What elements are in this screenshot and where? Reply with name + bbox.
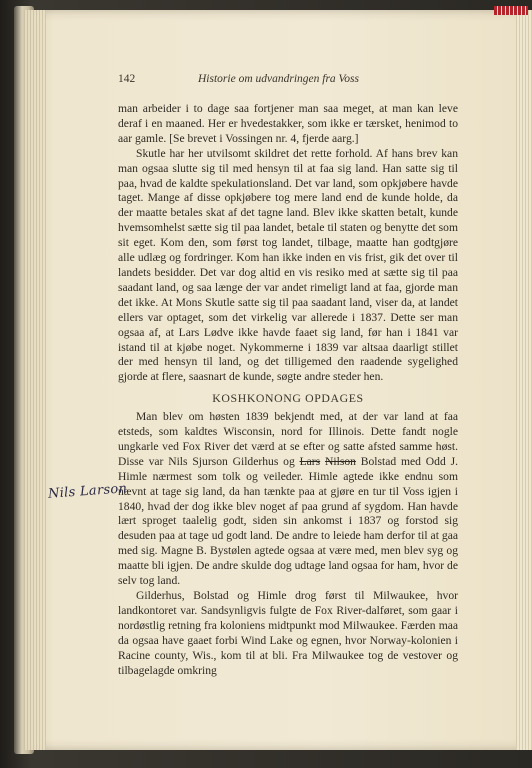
running-title: Historie om udvandringen fra Voss [198, 73, 359, 85]
handwritten-margin-note: Nils Larson [47, 481, 128, 502]
page-number: 142 [118, 73, 136, 85]
paragraph-2: Skutle har her utvilsomt skildret det rette forhold. Af hans brev kan man ogsaa slutte sig til med hensyn til at faa sig land. Han satte sig til paa, hvad de kaldte spekulationsland. Det var land, som opkjøbere havde taget. Mange af disse opkjøbere tog mere land end de kunde holde, da der maatte betales skat af det tagne land. Blev ikke skatten betalt, kunde hvemsomhelst sætte sig til paa landet, betale til staten og benytte det som sit eget. Kom den, som først tog landet, tilbage, maatte han godtgjøre alle udlæg og fordringer. Kom han ikke inden en vis frist, gik det over til landets besidder. Det var dog altid en vis resiko med at sætte sig til paa saadant land, og saa længe der var andet rimeligt land at faa, gjorde man det ikke. At Mons Skutle satte sig til paa saadant land, viser da, at landet ellers var optaget, som det virkelig var allerede i 1837. Dette ser man ogsaa af, at Lars Lødve ikke havde faaet sig land, før han i 1841 var istand til at kjøbe noget. Nykommerne i 1839 var altsaa daarligt stillet der med hensyn til land, og det tilligemed den raadende sygelighed gjorde at flere, saasnart de kunde, søgte andre steder hen. [118, 146, 458, 384]
page-stack-right [516, 10, 532, 750]
section-heading: KOSHKONONG OPDAGES [212, 391, 364, 406]
paragraph-1: man arbeider i to dage saa fortjener man saa meget, at man kan leve deraf i en maaned. Her er hvedestakker, som ikke er tærsket, henimod to aar gamle. [Se brevet i Vossingen nr. 4, fjerde aarg.] [118, 102, 458, 145]
running-head [118, 73, 458, 89]
red-page-edge-marker [494, 6, 528, 15]
struck-word-lars: Lars [299, 454, 321, 468]
struck-word-nilson: Nilson [325, 454, 356, 468]
page-stack-left [24, 10, 46, 750]
paragraph-3-end: Bolstad med Odd J. Himle nærmest som tolk og veileder. Himle agtede ikke endnu som nævnt at tage sig land, da han tænkte paa at gjøre en tur til Voss igjen i 1840, hvad der dog ikke blev noget af paa grund af sygdom. Han havde lært sproget taalelig godt, siden sin ankomst i 1837 og forstod sig desuden paa at tage ud godt land. De andre to leiede ham derfor til at gaa med sig. Magne B. Bystølen agtede ogsaa at være med, men blev syg og maatte bli igjen. De andre skulde dog udtage land ogsaa for ham, hvor de selv tog land. [118, 454, 458, 588]
paragraph-4: Gilderhus, Bolstad og Himle drog først til Milwaukee, hvor landkontoret var. Sandsynligvis fulgte de Fox River-dalføret, som gaar i nordøstlig retning fra koloniens midtpunkt mod Milwaukee. Færden maa da ogsaa have gaaet forbi Wind Lake og egnen, hvor Norway-kolonien i Racine county, Wis., kom til at bli. Fra Milwaukee tog de vestover og tilbagelagde omkring [118, 589, 458, 677]
paragraph-3 [118, 410, 458, 589]
body-text [118, 102, 458, 678]
paragraph-3-start: Man blev om høsten 1839 bekjendt med, at der var land at faa etsteds, som kaldtes Wisconsin, nord for Illinois. Dette fandt nogle ungkarle ved Fox River det værd at se efter og satte afsted samme høst. Disse var Nils Sjurson Gilderhus og [118, 410, 458, 468]
